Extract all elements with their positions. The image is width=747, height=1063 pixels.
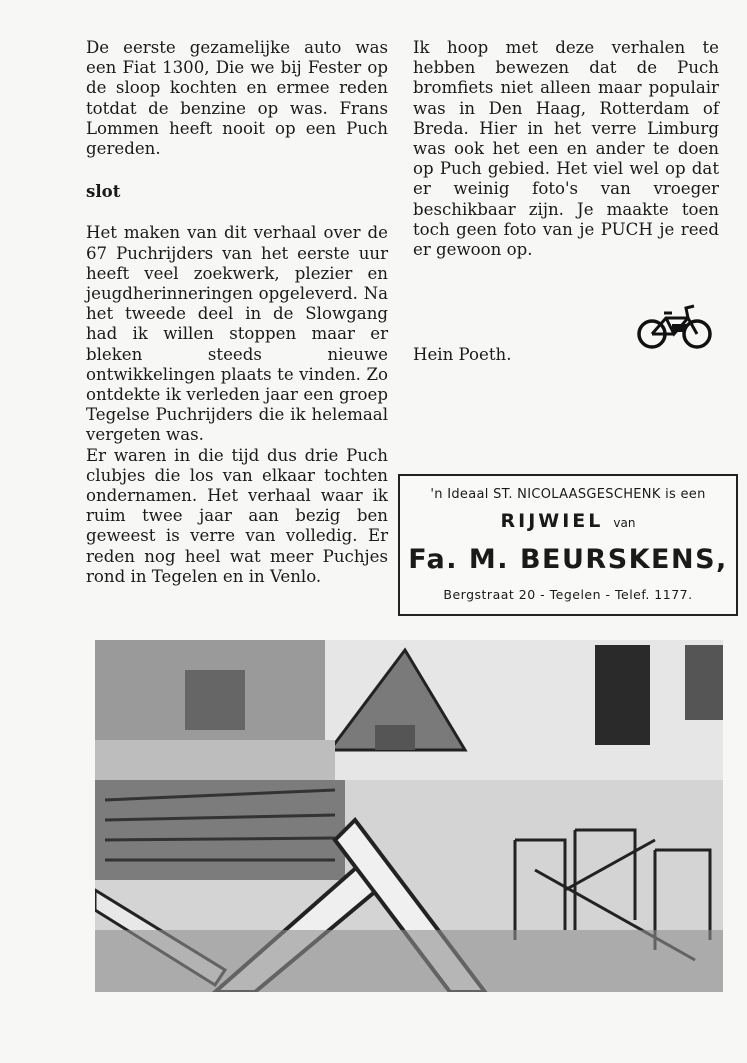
bicycle-icon [636,300,714,352]
ad-product [400,510,736,532]
paragraph: Er waren in die tijd dus drie Puch clubjes die los van elkaar tochten ondernamen. Het verhaal waar ik ruim twee jaar aan bezig ben geweest is verre van volledig. Er reden nog heel wat meer Puchjes rond in Tegelen en in Venlo. [86,445,388,586]
signature: Hein Poeth. [413,345,512,364]
ad-company-name: Fa. M. BEURSKENS, [408,544,728,575]
ad-product-from: van [613,516,636,530]
advertisement [398,474,738,616]
archive-photo [95,640,723,992]
ad-address: Bergstraat 20 - Tegelen - Telef. 1177. [443,587,693,602]
left-column [86,38,388,587]
paragraph: Het maken van dit verhaal over de 67 Puchrijders van het eerste uur heeft veel zoekwerk, plezier en jeugdherinneringen opgeleverd. Na het tweede deel in de Slowgang had ik willen stoppen maar er bleken steeds nieuwe ontwikkelingen plaats te vinden. Zo ontdekte ik verleden jaar een groep Tegelse Puchrijders die ik helemaal vergeten was. [86,223,388,445]
ad-product-name: RIJWIEL [500,510,604,532]
right-column [413,38,719,260]
section-heading: slot [86,181,121,202]
paragraph: Ik hoop met deze verhalen te hebben bewezen dat de Puch bromfiets niet alleen maar populair was in Den Haag, Rotterdam of Breda. Hier in het verre Limburg was ook het een en ander te doen op Puch gebied. Het viel wel op dat er weinig foto's van vroeger beschikbaar zijn. Je maakte toen toch geen foto van je PUCH je reed er gewoon op. [413,38,719,260]
ad-tagline: 'n Ideaal ST. NICOLAASGESCHENK is een [430,487,706,502]
paragraph: De eerste gezamelijke auto was een Fiat 1300, Die we bij Fester op de sloop kochten en ermee reden totdat de benzine op was. Frans Lommen heeft nooit op een Puch gereden. [86,38,388,159]
